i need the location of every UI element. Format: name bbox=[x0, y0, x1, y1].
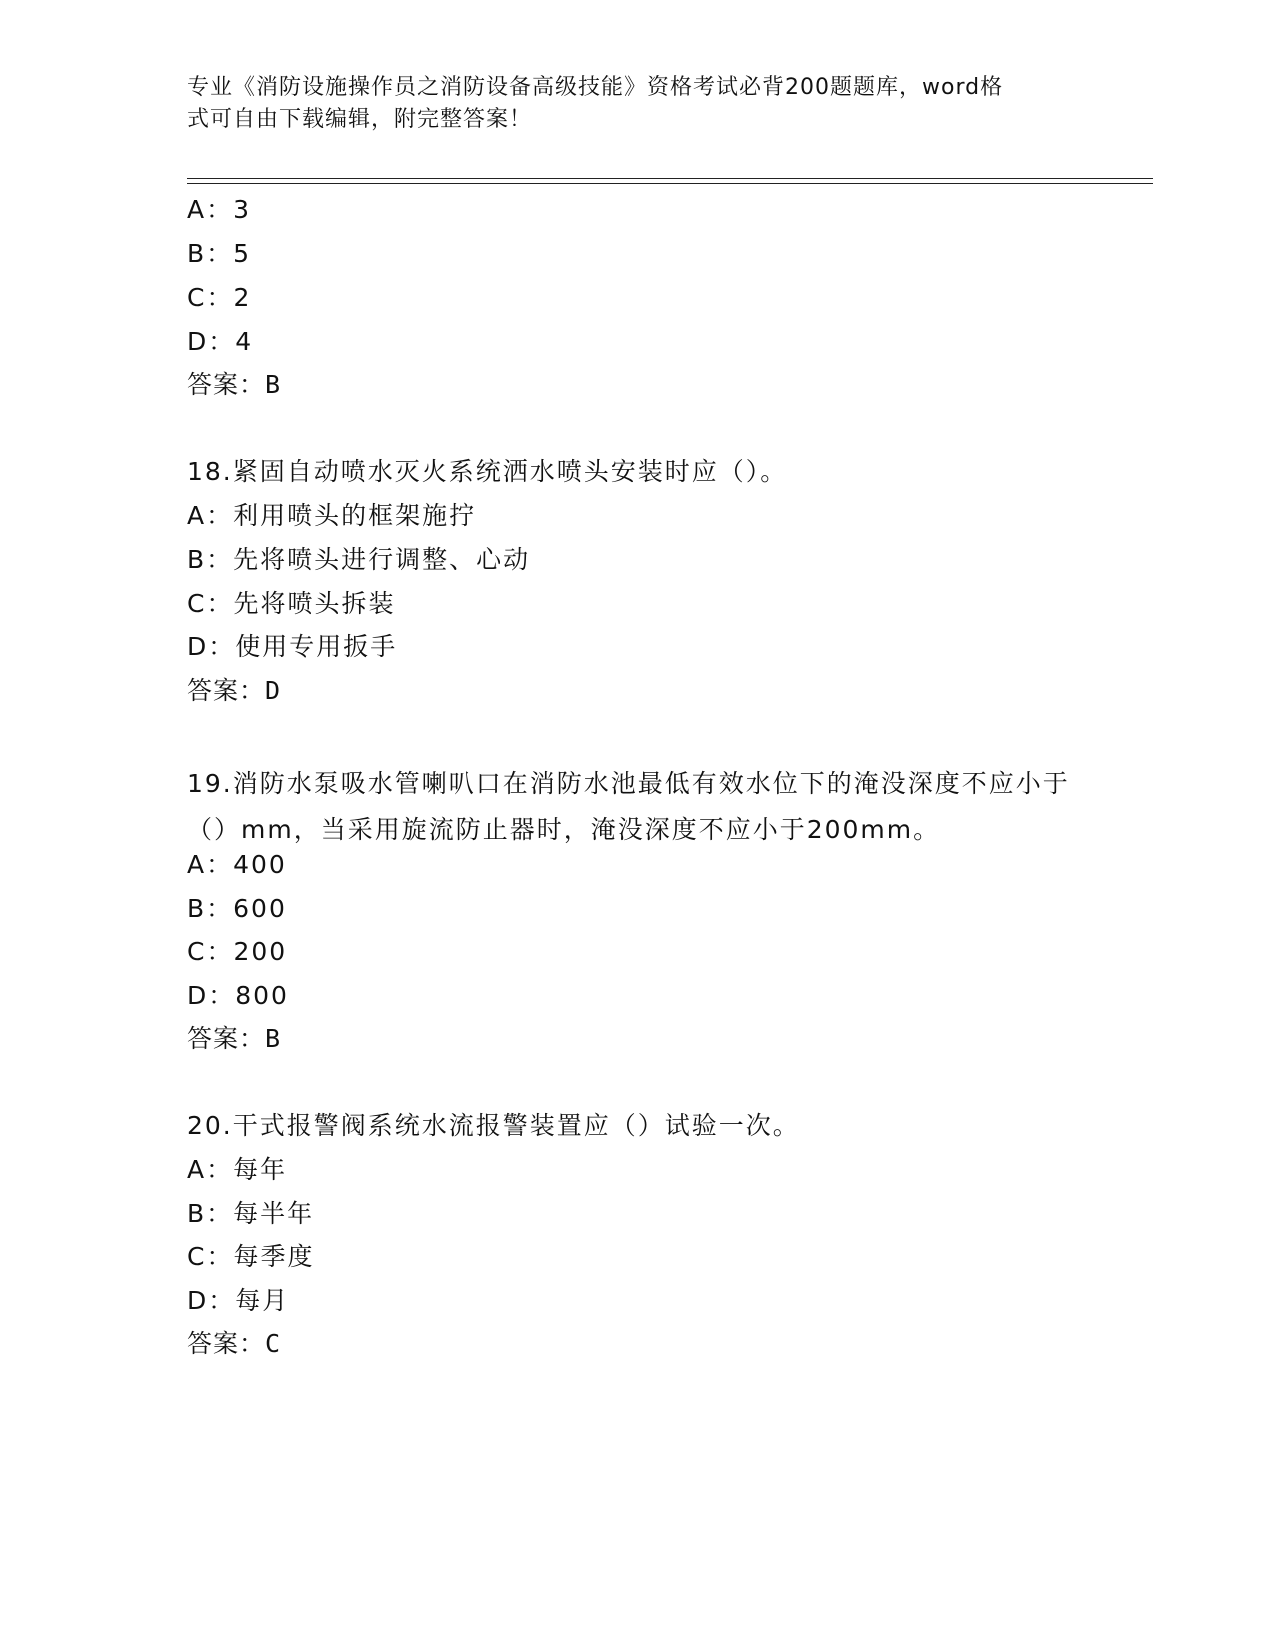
header-line-1: 专业《消防设施操作员之消防设备高级技能》资格考试必背200题题库，word格 bbox=[187, 75, 1004, 100]
q18-option-d: D：使用专用扳手 bbox=[187, 632, 398, 661]
q20-option-c: C：每季度 bbox=[187, 1242, 315, 1271]
header-line-2: 式可自由下载编辑，附完整答案！ bbox=[187, 107, 533, 132]
q20-option-a: A：每年 bbox=[187, 1155, 288, 1184]
q17-answer bbox=[187, 368, 281, 402]
answer-label: 答案： bbox=[187, 676, 266, 705]
q20-option-b: B：每半年 bbox=[187, 1199, 315, 1228]
q19-option-c: C：200 bbox=[187, 937, 288, 966]
q18-option-a: A：利用喷头的框架施拧 bbox=[187, 501, 477, 530]
q18-option-c: C：先将喷头拆装 bbox=[187, 589, 396, 618]
q18-option-b: B：先将喷头进行调整、心动 bbox=[187, 545, 531, 574]
q17-option-d: D：4 bbox=[187, 327, 254, 356]
answer-value: C bbox=[265, 1329, 282, 1358]
q19-option-b: B：600 bbox=[187, 894, 287, 923]
q19-answer bbox=[187, 1022, 281, 1056]
answer-label: 答案： bbox=[187, 1329, 266, 1358]
header-divider-bottom bbox=[187, 183, 1153, 184]
answer-label: 答案： bbox=[187, 370, 266, 399]
q18-question: 18.紧固自动喷水灭火系统洒水喷头安装时应（）。 bbox=[187, 457, 788, 486]
answer-label: 答案： bbox=[187, 1024, 266, 1053]
q20-option-d: D：每月 bbox=[187, 1286, 290, 1315]
q19-question: 19.消防水泵吸水管喇叭口在消防水池最低有效水位下的淹没深度不应小于（）mm，当采用旋流防止器时，淹没深度不应小于200mm。 bbox=[187, 769, 1070, 844]
q19-option-a: A：400 bbox=[187, 850, 287, 879]
document-header bbox=[187, 72, 1067, 136]
q17-option-a: A：3 bbox=[187, 195, 252, 224]
q20-answer bbox=[187, 1327, 281, 1361]
q19-option-d: D：800 bbox=[187, 981, 289, 1010]
answer-value: B bbox=[265, 1024, 282, 1053]
q17-option-b: B：5 bbox=[187, 239, 252, 268]
answer-value: D bbox=[265, 676, 282, 705]
q17-option-c: C：2 bbox=[187, 283, 252, 312]
q18-answer bbox=[187, 674, 281, 708]
header-divider-top bbox=[187, 178, 1153, 179]
answer-value: B bbox=[265, 370, 282, 399]
q20-question: 20.干式报警阀系统水流报警装置应（）试验一次。 bbox=[187, 1111, 800, 1140]
